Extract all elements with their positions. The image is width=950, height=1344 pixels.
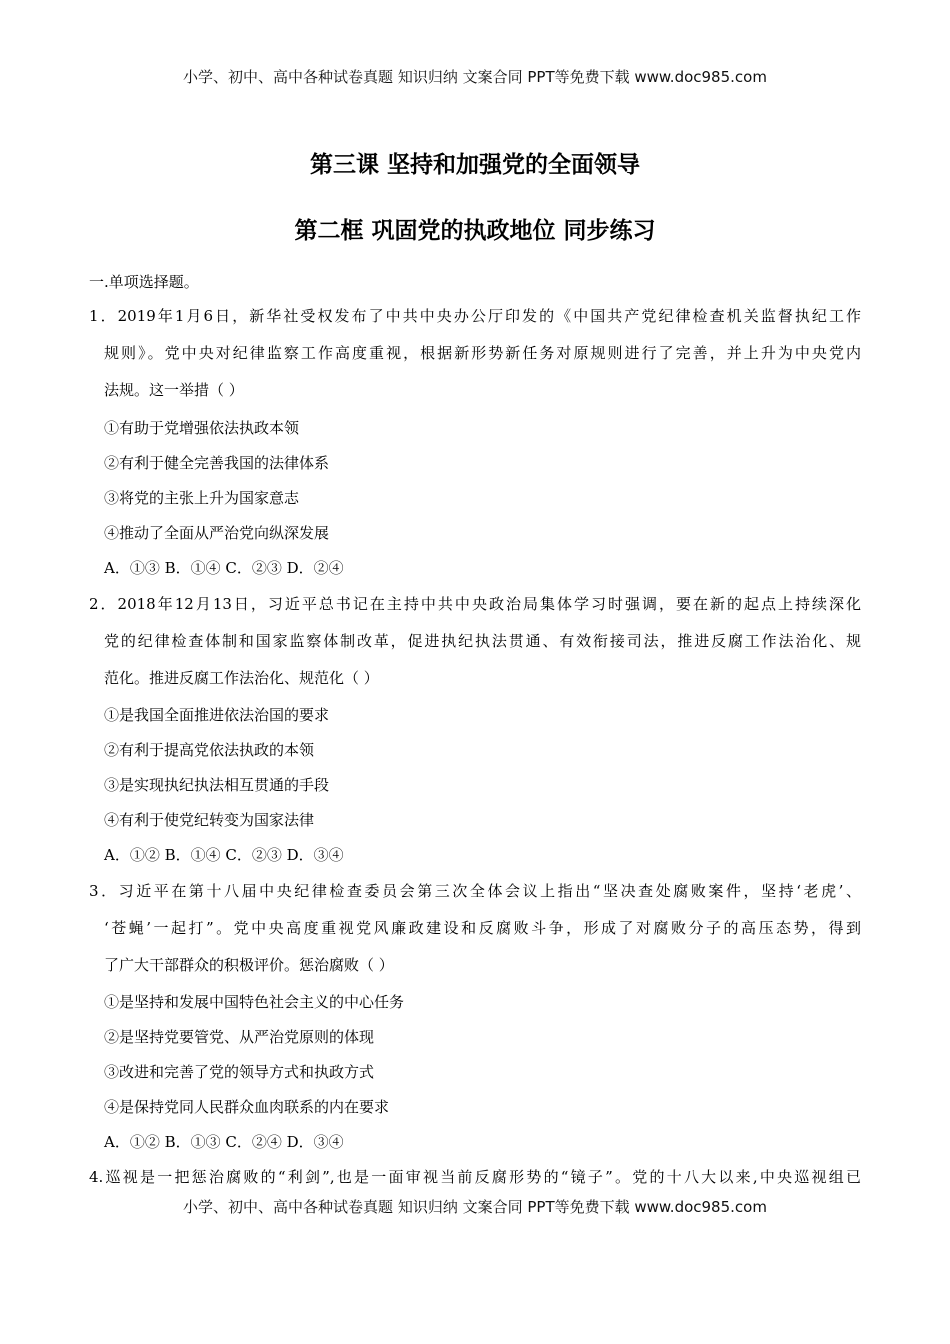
option-item: ③改进和完善了党的领导方式和执政方式	[104, 1063, 375, 1081]
page-header: 小学、初中、高中各种试卷真题 知识归纳 文案合同 PPT等免费下载 www.doc985.com	[183, 68, 767, 86]
question-text-line: 1．2019年1月6日，新华社受权发布了中共中央办公厅印发的《中国共产党纪律检查机关监督执纪工作	[89, 307, 861, 325]
question-text-line: 法规。这一举措（ ）	[104, 381, 244, 399]
question-text-line: 3．习近平在第十八届中央纪律检查委员会第三次全体会议上指出“坚决查处腐败案件，坚持‘老虎’、	[89, 882, 861, 900]
question-text-line: 范化。推进反腐工作法治化、规范化（ ）	[104, 669, 379, 687]
section-title: 第二框 巩固党的执政地位 同步练习	[294, 218, 656, 244]
option-item: ③将党的主张上升为国家意志	[104, 489, 300, 507]
lesson-title: 第三课 坚持和加强党的全面领导	[309, 152, 640, 178]
option-item: ①是坚持和发展中国特色社会主义的中心任务	[104, 993, 405, 1011]
answer-choices: A．①② B．①④ C．②③ D．③④	[104, 846, 344, 864]
answer-choices: A．①③ B．①④ C．②③ D．②④	[104, 559, 344, 577]
question-text-line: 2．2018年12月13日，习近平总书记在主持中共中央政治局集体学习时强调，要在新的起点上持续深化	[89, 595, 861, 613]
option-item: ④是保持党同人民群众血肉联系的内在要求	[104, 1098, 390, 1116]
option-item: ④推动了全面从严治党向纵深发展	[104, 524, 330, 542]
question-text-line: ‘苍蝇’一起打”。党中央高度重视党风廉政建设和反腐败斗争，形成了对腐败分子的高压态势，得到	[104, 919, 861, 937]
option-item: ①有助于党增强依法执政本领	[104, 419, 300, 437]
question-text-line: 4.巡视是一把惩治腐败的“利剑”,也是一面审视当前反腐形势的“镜子”。党的十八大以来,中央巡视组已	[89, 1168, 861, 1186]
option-item: ②是坚持党要管党、从严治党原则的体现	[104, 1028, 375, 1046]
page-footer: 小学、初中、高中各种试卷真题 知识归纳 文案合同 PPT等免费下载 www.doc985.com	[183, 1198, 767, 1216]
option-item: ①是我国全面推进依法治国的要求	[104, 706, 330, 724]
option-item: ④有利于使党纪转变为国家法律	[104, 811, 315, 829]
section-heading: 一.单项选择题。	[89, 273, 199, 291]
option-item: ③是实现执纪执法相互贯通的手段	[104, 776, 330, 794]
option-item: ②有利于健全完善我国的法律体系	[104, 454, 330, 472]
question-text-line: 了广大干部群众的积极评价。惩治腐败（ ）	[104, 956, 394, 974]
question-text-line: 党的纪律检查体制和国家监察体制改革，促进执纪执法贯通、有效衔接司法，推进反腐工作法治化、规	[104, 632, 861, 650]
answer-choices: A．①② B．①③ C．②④ D．③④	[104, 1133, 344, 1151]
option-item: ②有利于提高党依法执政的本领	[104, 741, 315, 759]
question-text-line: 规则》。党中央对纪律监察工作高度重视，根据新形势新任务对原规则进行了完善，并上升为中央党内	[104, 344, 861, 362]
